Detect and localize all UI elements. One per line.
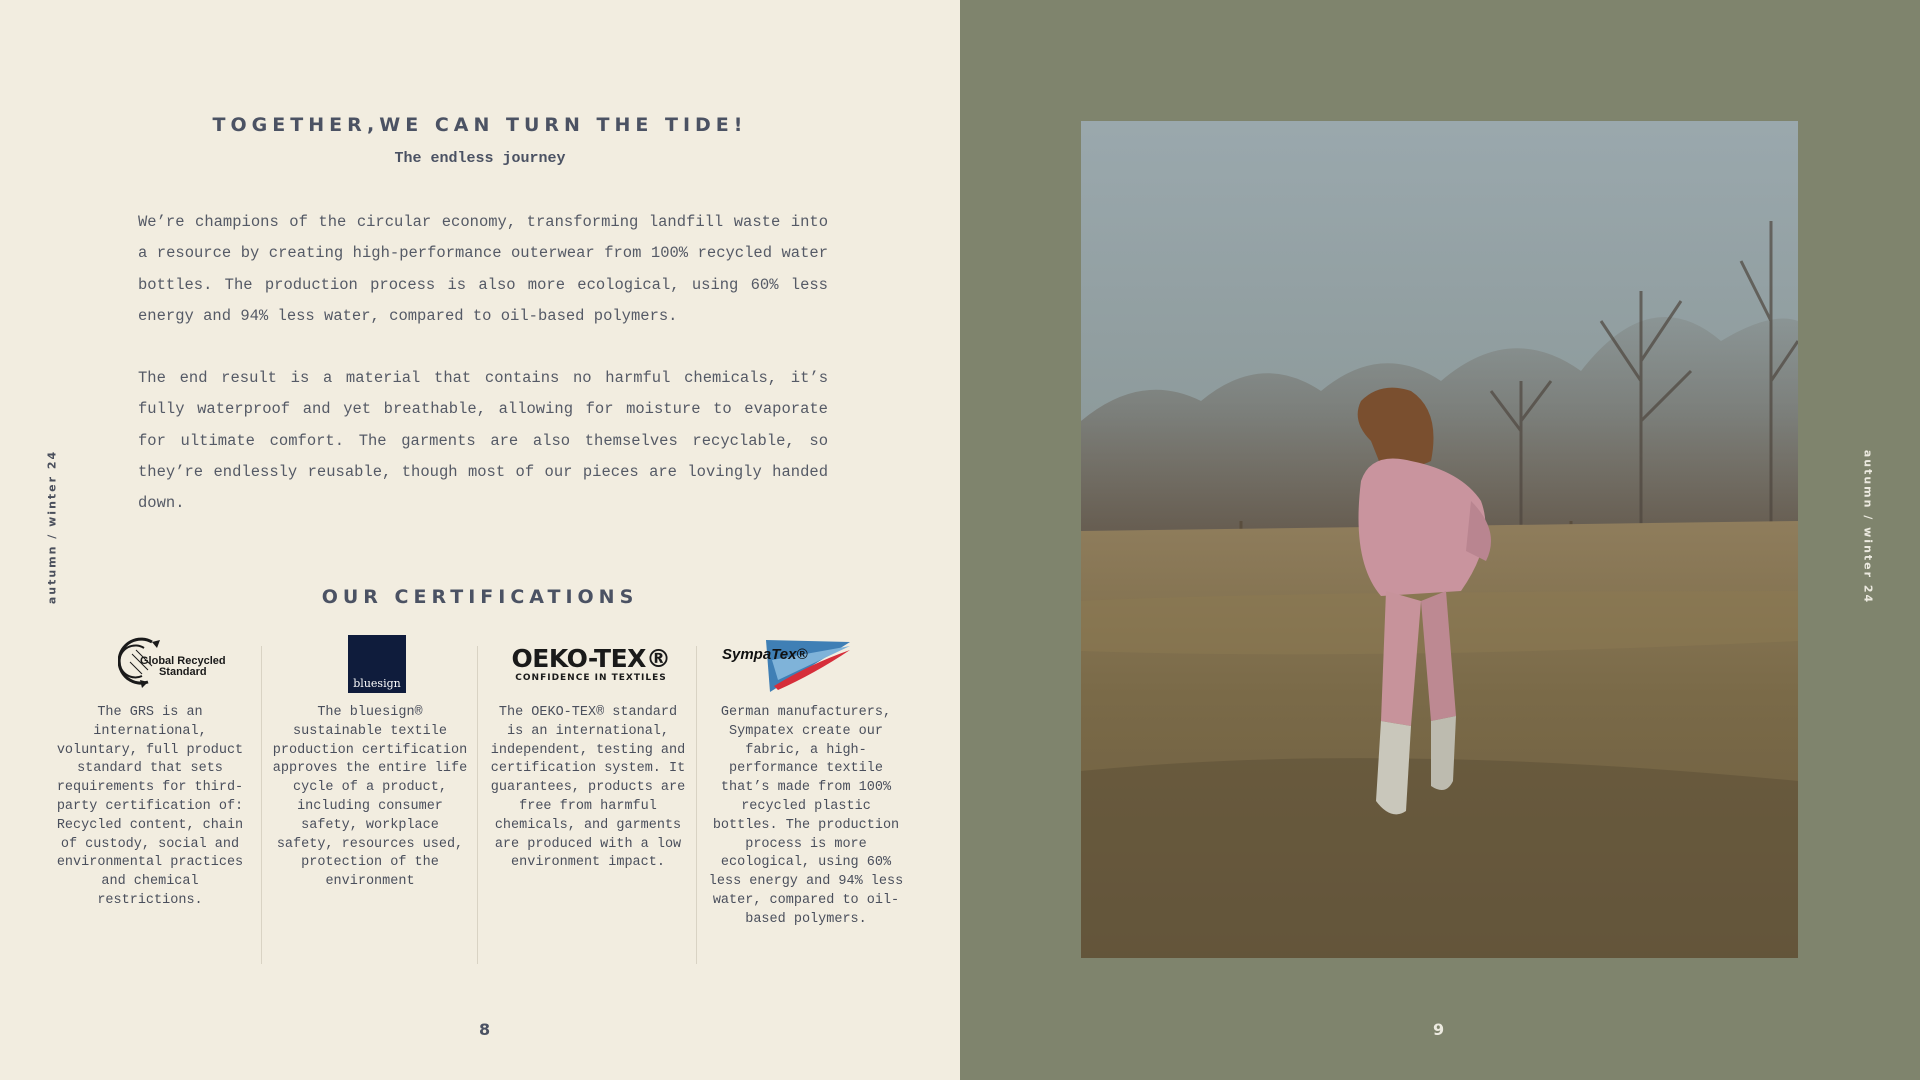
cert-divider [477,646,478,964]
cert-divider [696,646,697,964]
sympatex-logo [718,632,858,696]
right-side-label: autumn / winter 24 [1861,449,1875,605]
sympatex-logo-text: SympaTex® [722,646,808,663]
grs-logo-line-2: Standard [158,666,207,678]
oeko-tex-logo [500,632,682,696]
page-subtitle: The endless journey [394,150,566,167]
bluesign-logo-text: bluesign [353,677,401,690]
left-side-label: autumn / winter 24 [45,449,59,605]
bluesign-description: The bluesign® sustainable textile production certification approves the entire life cycle of a product, including consumer safety, workplace safety, resources used, protection of the environment [272,705,468,890]
bluesign-box [348,635,406,693]
intro-paragraph-1: We’re champions of the circular economy, transforming landfill waste into a resource by creating high-performance outerwear from 100% recycled water bottles. The production process is also more ecological, using 60% less energy and 94% less water, compared to oil-based polymers. [138,213,828,325]
oeko-tex-tagline: CONFIDENCE IN TEXTILES [515,673,667,683]
oeko-tex-description: The OEKO-TEX® standard is an international, independent, testing and certification system. It guarantees, products are free from harmful chemicals, and garments are produced with a low environment impact. [490,705,686,871]
oeko-tex-logo-text: OEKO-TEX® [511,644,671,673]
photo-child-running-in-field [1081,121,1798,958]
grs-description: The GRS is an international, voluntary, full product standard that sets requirements for third-party certification of: Recycled content, chain of custody, social and environmental practices and chemical restrictions. [56,705,244,908]
left-page-number: 8 [479,1020,491,1039]
grs-logo-line-1: Global Recycled [140,655,226,667]
sympatex-wave-icon [718,634,858,694]
intro-paragraph-2: The end result is a material that contains no harmful chemicals, it’s fully waterproof and yet breathable, allowing for moisture to evaporate for ultimate comfort. The garments are also themselves recyclable, so they’re endlessly reusable, though most of our pieces are lovingly handed down. [138,369,828,513]
certifications-heading: OUR CERTIFICATIONS [321,586,639,608]
sympatex-description: German manufacturers, Sympatex create our fabric, a high-performance textile that’s made from 100% recycled plastic bottles. The production process is more ecological, using 60% less energy and 94% less water, compared to oil-based polymers. [708,705,904,927]
right-page-number: 9 [1433,1020,1445,1039]
bluesign-logo [348,632,406,696]
cert-divider [261,646,262,964]
page-title: TOGETHER,WE CAN TURN THE TIDE! [212,114,748,136]
grs-logo [118,632,238,696]
